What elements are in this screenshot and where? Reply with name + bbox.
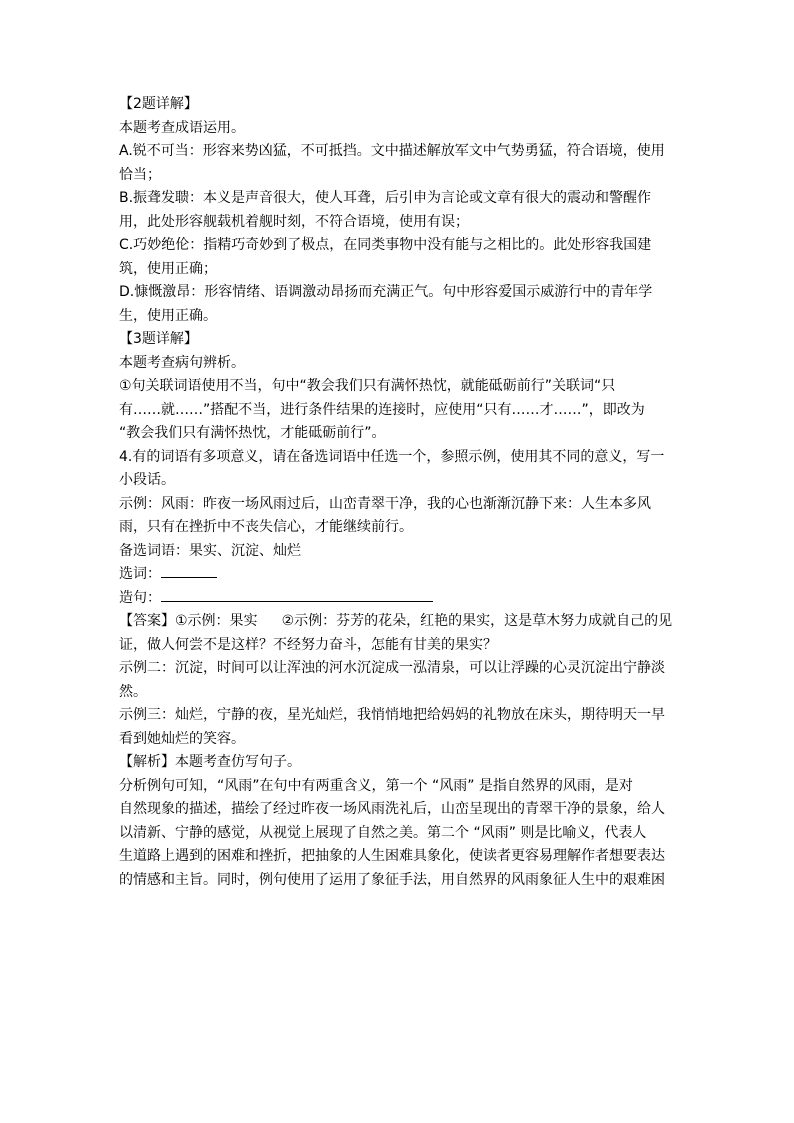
sentence-label: 造句： (119, 589, 161, 606)
text-line: 备选词语：果实、沉淀、灿烂 (119, 542, 301, 559)
text-line: 本题考查成语运用。 (119, 119, 245, 136)
text-line: 生道路上遇到的困难和挫折，把抽象的人生困难具象化，使读者更容易理解作者想要表达 (119, 848, 665, 864)
sentence-line (119, 587, 679, 611)
answer-example-2-start: ②示例：芬芳的花朵，红艳的果实，这是草木努力成就自己的见 (281, 613, 673, 629)
text-line: 以清新、宁静的感觉，从视觉上展现了自然之美。第二个 “风雨” 则是比喻义，代表人 (119, 824, 647, 841)
question-4-line: 4.有的词语有多项意义，请在备选词语中任选一个，参照示例，使用其不同的意义，写一 (119, 448, 665, 465)
text-line: 证，做人何尝不是这样？不经努力奋斗，怎能有甘美的果实？ (119, 636, 497, 653)
text-line: 有……就……”搭配不当，进行条件结果的连接时，应使用“只有……才……”，即改为 (119, 401, 645, 418)
text-line: 分析例句可知，“风雨”在句中有两重含义，第一个 “风雨” 是指自然界的风雨，是对 (119, 777, 633, 794)
text-line: 看到她灿烂的笑容。 (119, 730, 245, 747)
text-line: 自然现象的描述，描绘了经过昨夜一场风雨洗礼后，山峦呈现出的青翠干净的景象，给人 (119, 801, 665, 817)
text-line: 筑，使用正确； (119, 260, 217, 277)
word-choice-blank (161, 563, 217, 578)
text-line: 然。 (119, 683, 147, 700)
text-line: 示例二：沉淀，时间可以让浑浊的河水沉淀成一泓清泉，可以让浮躁的心灵沉淀出宁静淡 (119, 660, 665, 676)
text-line: 用，此处形容舰载机着舰时刻，不符合语境，使用有误； (119, 213, 469, 230)
text-line: A.锐不可当：形容来势凶猛，不可抵挡。文中描述解放军文中气势勇猛，符合语境，使用 (119, 143, 665, 159)
analysis-tag: 【解析】 (119, 754, 175, 770)
text-line: 小段话。 (119, 472, 175, 488)
document-body (119, 93, 679, 892)
text-line: 示例三：灿烂，宁静的夜，星光灿烂，我悄悄地把给妈妈的礼物放在床头，期待明天一早 (119, 707, 665, 723)
text-line: 示例：风雨：昨夜一场风雨过后，山峦青翠干净，我的心也渐渐沉静下来：人生本多风 (119, 495, 651, 512)
answer-first-line (119, 610, 679, 634)
answer-tag: 【答案】 (119, 613, 175, 629)
text-line: 的情感和主旨。同时，例句使用了运用了象征手法，用自然界的风雨象征人生中的艰难困 (119, 871, 665, 888)
analysis-intro: 本题考查仿写句子。 (175, 754, 301, 770)
text-line: 本题考查病句辨析。 (119, 354, 245, 371)
word-choice-label: 选词： (119, 566, 161, 582)
text-line: C.巧妙绝伦：指精巧奇妙到了极点，在同类事物中没有能与之相比的。此处形容我国建 (119, 237, 652, 253)
text-line: 生，使用正确。 (119, 307, 217, 324)
section-heading-q3: 【3题详解】 (119, 331, 198, 347)
word-choice-line (119, 563, 679, 587)
analysis-first-line (119, 751, 679, 775)
text-line: “教会我们只有满怀热忱，才能砥砺前行”。 (119, 425, 386, 441)
answer-example-1: ①示例：果实 (175, 613, 258, 629)
text-line: 恰当； (119, 166, 161, 183)
text-line: D.慷慨激昂：形容情绪、语调激动昂扬而充满正气。句中形容爱国示威游行中的青年学 (119, 284, 653, 300)
sentence-blank (161, 587, 433, 602)
section-heading-q2: 【2题详解】 (119, 96, 198, 112)
text-line: ①句关联词语使用不当，句中“教会我们只有满怀热忱，就能砥砺前行”关联词“只 (119, 378, 616, 394)
text-line: B.振聋发聩：本义是声音很大，使人耳聋，后引申为言论或文章有很大的震动和警醒作 (119, 190, 652, 206)
text-line: 雨，只有在挫折中不丧失信心，才能继续前行。 (119, 519, 413, 535)
